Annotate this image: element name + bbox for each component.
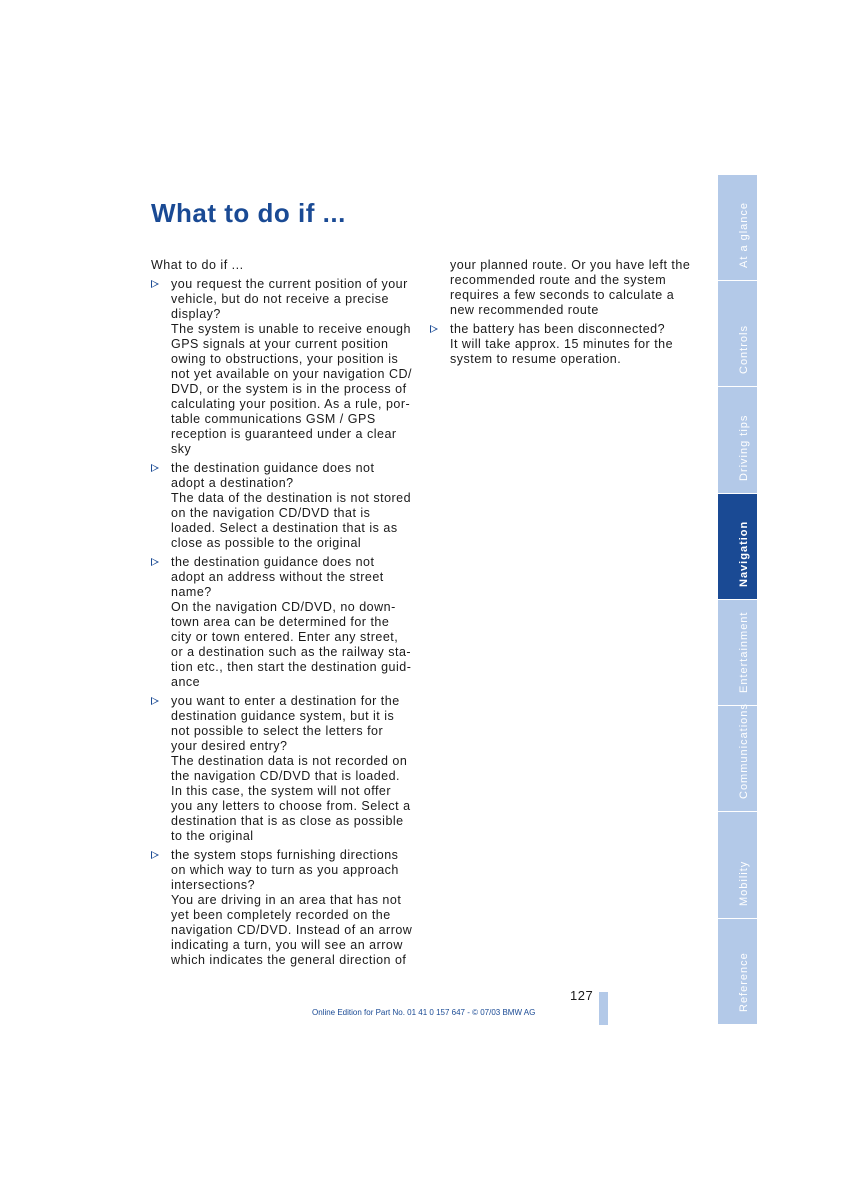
triangle-bullet-icon	[430, 325, 438, 333]
text-line: vehicle, but do not receive a precise	[171, 292, 389, 306]
text-line: close as possible to the original	[171, 536, 362, 550]
sidebar-tab-at-a-glance[interactable]	[718, 175, 757, 281]
list-item	[151, 555, 413, 690]
text-line: display?	[171, 307, 221, 321]
text-line: adopt a destination?	[171, 476, 294, 490]
list-item	[430, 322, 692, 367]
text-line: yet been completely recorded on the	[171, 908, 391, 922]
text-line: GPS signals at your current position	[171, 337, 389, 351]
text-line: new recommended route	[450, 303, 599, 317]
text-line: the destination guidance does not	[171, 555, 375, 569]
text-line: your desired entry?	[171, 739, 288, 753]
sidebar-tab-label: Controls	[737, 325, 750, 375]
sidebar-tab-label: Driving tips	[737, 414, 750, 481]
text-line: or a destination such as the railway sta-	[171, 645, 412, 659]
text-line: the system stops furnishing directions	[171, 848, 399, 862]
text-line: tion etc., then start the destination guid-	[171, 660, 412, 674]
text-line: you any letters to choose from. Select a	[171, 799, 411, 813]
sidebar-tab-mobility[interactable]	[718, 813, 757, 919]
triangle-bullet-icon	[151, 697, 159, 705]
text-line: intersections?	[171, 878, 256, 892]
text-line: town area can be determined for the	[171, 615, 390, 629]
text-line: system to resume operation.	[450, 352, 622, 366]
right-list	[430, 322, 692, 367]
text-line: sky	[171, 442, 192, 456]
text-line: destination guidance system, but it is	[171, 709, 395, 723]
sidebar-tab-label: Communications	[737, 703, 750, 800]
text-line: You are driving in an area that has not	[171, 893, 402, 907]
sidebar-tab-label: Reference	[737, 951, 750, 1012]
text-line: On the navigation CD/DVD, no down-	[171, 600, 396, 614]
page-number: 127	[570, 988, 594, 1003]
text-line: adopt an address without the street	[171, 570, 384, 584]
text-line: your planned route. Or you have left the	[450, 258, 691, 272]
text-line: navigation CD/DVD. Instead of an arrow	[171, 923, 413, 937]
text-line: indicating a turn, you will see an arrow	[171, 938, 403, 952]
list-item	[151, 277, 413, 457]
sidebar-tab-label: At a glance	[737, 201, 750, 268]
text-line: The data of the destination is not stored	[171, 491, 412, 505]
text-line: calculating your position. As a rule, por-	[171, 397, 411, 411]
text-line: which indicates the general direction of	[171, 953, 407, 967]
triangle-bullet-icon	[151, 464, 159, 472]
list-item	[151, 848, 413, 968]
page-title: What to do if ...	[151, 198, 346, 228]
text-line: city or town entered. Enter any street,	[171, 630, 399, 644]
text-line: name?	[171, 585, 212, 599]
text-line: you want to enter a destination for the	[171, 694, 400, 708]
text-line: reception is guaranteed under a clear	[171, 427, 397, 441]
text-line: destination that is as close as possible	[171, 814, 404, 828]
continued-text	[430, 258, 692, 318]
triangle-bullet-icon	[151, 280, 159, 288]
footer-text: Online Edition for Part No. 01 41 0 157 647 - © 07/03 BMW AG	[312, 1008, 536, 1017]
text-line: the navigation CD/DVD that is loaded.	[171, 769, 401, 783]
text-line: on the navigation CD/DVD that is	[171, 506, 371, 520]
text-line: recommended route and the system	[450, 273, 667, 287]
sidebar-tab-label: Mobility	[737, 860, 750, 906]
right-column	[430, 258, 692, 371]
left-column	[151, 258, 413, 972]
sidebar-tab-navigation[interactable]	[718, 494, 757, 600]
section-sidebar	[718, 175, 757, 1025]
text-line: owing to obstructions, your position is	[171, 352, 399, 366]
list-item	[151, 461, 413, 551]
sidebar-tab-driving-tips[interactable]	[718, 388, 757, 494]
text-line: table communications GSM / GPS	[171, 412, 376, 426]
sidebar-tab-communications[interactable]	[718, 703, 757, 812]
sidebar-tab-label: Entertainment	[737, 611, 750, 693]
list-item	[151, 694, 413, 844]
text-line: In this case, the system will not offer	[171, 784, 392, 798]
text-line: you request the current position of your	[171, 277, 408, 291]
text-line: the battery has been disconnected?	[450, 322, 666, 336]
text-line: DVD, or the system is in the process of	[171, 382, 407, 396]
text-line: to the original	[171, 829, 254, 843]
triangle-bullet-icon	[151, 558, 159, 566]
triangle-bullet-icon	[151, 851, 159, 859]
text-line: loaded. Select a destination that is as	[171, 521, 398, 535]
sidebar-tab-entertainment[interactable]	[718, 600, 757, 706]
intro-text: What to do if ...	[151, 258, 244, 272]
text-line: not yet available on your navigation CD/	[171, 367, 412, 381]
left-list	[151, 277, 413, 968]
sidebar-tab-controls[interactable]	[718, 281, 757, 387]
text-line: ance	[171, 675, 201, 689]
text-line: on which way to turn as you approach	[171, 863, 399, 877]
text-line: the destination guidance does not	[171, 461, 375, 475]
text-line: not possible to select the letters for	[171, 724, 384, 738]
text-line: It will take approx. 15 minutes for the	[450, 337, 674, 351]
page-marker	[599, 992, 608, 1025]
sidebar-tab-reference[interactable]	[718, 919, 757, 1025]
text-line: requires a few seconds to calculate a	[450, 288, 675, 302]
text-line: The destination data is not recorded on	[171, 754, 408, 768]
sidebar-tab-label: Navigation	[737, 520, 750, 587]
text-line: The system is unable to receive enough	[171, 322, 411, 336]
